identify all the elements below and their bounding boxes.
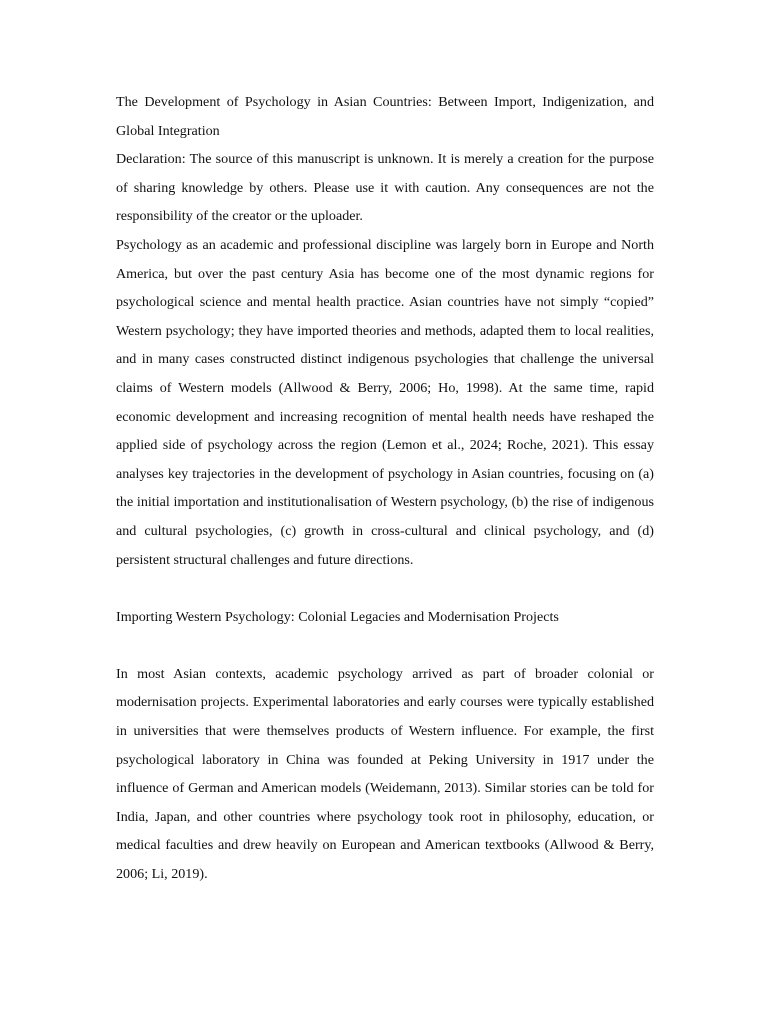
declaration-paragraph: Declaration: The source of this manuscript is unknown. It is merely a creation for the purpose of sharing knowledge by others. Please use it with caution. Any consequences are not the responsibility of the creator or the uploader. <box>116 151 654 225</box>
intro-paragraph: Psychology as an academic and professional discipline was largely born in Europe and North America, but over the past century Asia has become one of the most dynamic regions for psychological science and mental health practice. Asian countries have not simply “copied” Western psychology; they have imported theories and methods, adapted them to local realities, and in many cases constructed distinct indigenous psychologies that challenge the universal claims of Western models (Allwood & Berry, 2006; Ho, 1998). At the same time, rapid economic development and increasing recognition of mental health needs have reshaped the applied side of psychology across the region (Lemon et al., 2024; Roche, 2021). This essay analyses key trajectories in the development of psychology in Asian countries, focusing on (a) the initial importation and institutionalisation of Western psychology, (b) the rise of indigenous and cultural psychologies, (c) growth in cross-cultural and clinical psychology, and (d) persistent structural challenges and future directions. <box>116 236 654 568</box>
paragraph-gap <box>116 574 654 603</box>
document-page <box>116 88 654 889</box>
paragraph-gap <box>116 631 654 660</box>
section-heading: Importing Western Psychology: Colonial Legacies and Modernisation Projects <box>116 608 559 625</box>
section-paragraph: In most Asian contexts, academic psychology arrived as part of broader colonial or modernisation projects. Experimental laboratories and early courses were typically established in universities that were themselves products of Western influence. For example, the first psychological laboratory in China was founded at Peking University in 1917 under the influence of German and American models (Weidemann, 2013). Similar stories can be told for India, Japan, and other countries where psychology took root in philosophy, education, or medical faculties and drew heavily on European and American textbooks (Allwood & Berry, 2006; Li, 2019). <box>116 665 654 883</box>
document-title: The Development of Psychology in Asian Countries: Between Import, Indigenization, and Global Integration <box>116 94 654 139</box>
